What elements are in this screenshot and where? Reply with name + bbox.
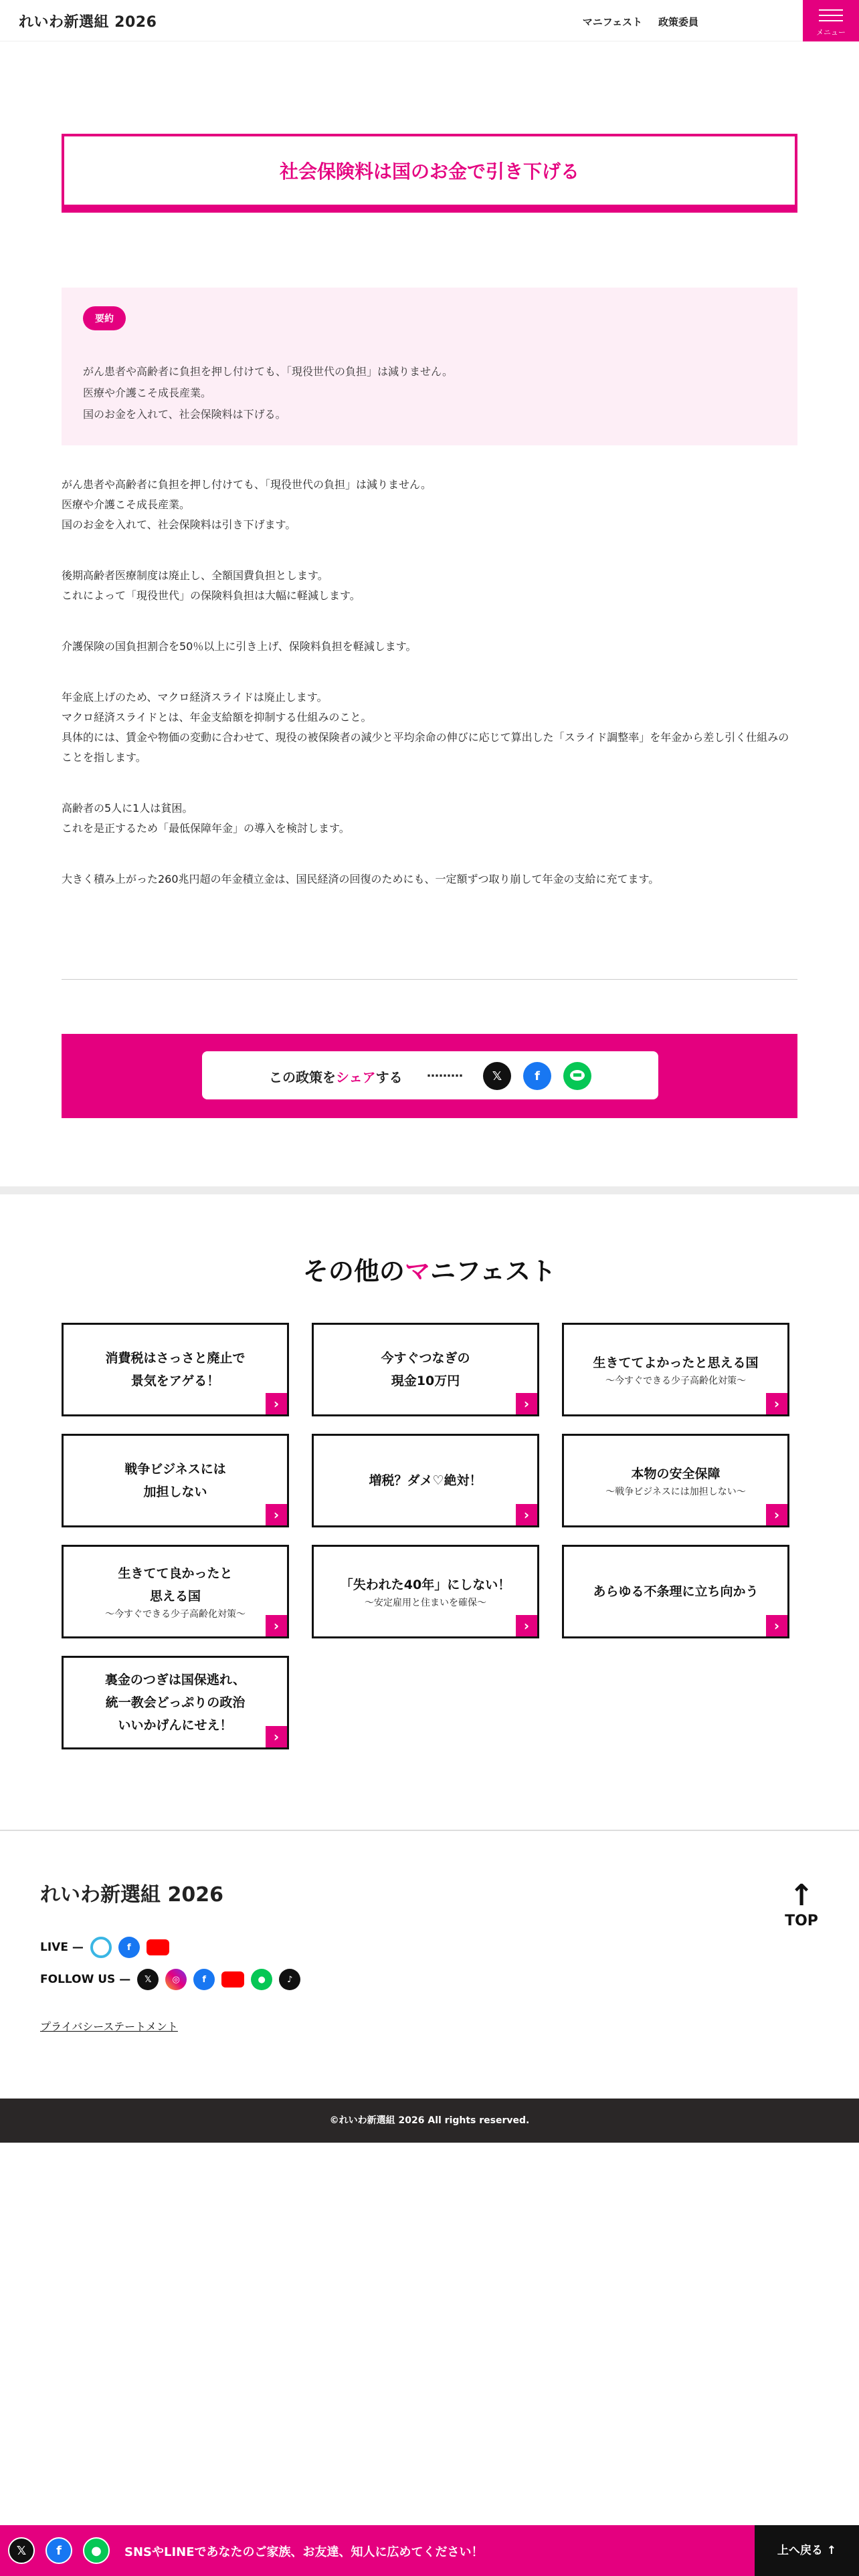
bottom-share-text: SNSやLINEであなたのご家族、お友達、知人に広めてください！ [124, 2545, 484, 2559]
x-icon[interactable]: 𝕏 [137, 1969, 159, 1990]
card-subtitle: 〜戦争ビジネスには加担しない〜 [605, 1487, 746, 1497]
manifest-card[interactable] [562, 1434, 789, 1527]
summary-line: がん患者や高齢者に負担を押し付けても、「現役世代の負担」は減りません。 [83, 365, 453, 378]
footer-logo[interactable]: れいわ新選組 2026 [40, 1883, 223, 1907]
back-label: 上へ戻る [777, 2544, 823, 2557]
card-title: 戦争ビジネスには 加担しない [124, 1462, 226, 1499]
body-paragraph [62, 687, 797, 768]
footer-follow-row [40, 1969, 300, 1990]
bottom-share-bar [0, 2525, 859, 2576]
body-line: 国のお金を入れて、社会保険料は引き下げます。 [62, 518, 296, 531]
youtube-icon[interactable] [147, 1939, 169, 1955]
line-icon[interactable]: ● [83, 2537, 110, 2564]
share-section [62, 1034, 797, 1118]
body-paragraph [62, 637, 797, 657]
summary-line: 医療や介護こそ成長産業。 [83, 387, 212, 399]
card-title: あらゆる不条理に立ち向かう [593, 1584, 759, 1599]
card-title: 今すぐつなぎの 現金10万円 [381, 1351, 470, 1388]
manifest-card[interactable] [62, 1545, 289, 1638]
instagram-icon[interactable]: ◎ [165, 1969, 187, 1990]
back-to-top-button[interactable] [781, 1879, 822, 1929]
follow-label: FOLLOW US — [40, 1973, 131, 1986]
share-dots: ……… [427, 1066, 463, 1080]
share-icons [483, 1062, 591, 1090]
chevron-right-icon: › [266, 1393, 287, 1414]
body-line: マクロ経済スライドとは、年金支給額を抑制する仕組みのこと。 [62, 711, 372, 724]
manifest-card[interactable] [312, 1434, 539, 1527]
policy-body [62, 475, 797, 920]
body-line: 年金底上げのため、マクロ経済スライドは廃止します。 [62, 691, 328, 704]
x-icon[interactable]: 𝕏 [8, 2537, 35, 2564]
body-line: がん患者や高齢者に負担を押し付けても、「現役世代の負担」は減りません。 [62, 478, 432, 491]
share-label-suffix: する [375, 1069, 403, 1085]
live-label: LIVE — [40, 1941, 84, 1954]
menu-button[interactable] [803, 0, 859, 41]
copyright: ©れいわ新選組 2026 All rights reserved. [0, 2099, 859, 2143]
other-title-highlight: マ [404, 1257, 430, 1286]
summary-box [62, 288, 797, 445]
card-title: 本物の安全保障 [631, 1467, 721, 1481]
body-line: 高齢者の5人に1人は貧困。 [62, 802, 193, 815]
menu-label: メニュー [816, 28, 846, 37]
back-to-top-bar-button[interactable]: 上へ戻る ↑ [755, 2525, 859, 2576]
summary-text [83, 361, 453, 425]
body-line: 具体的には、賃金や物価の変動に合わせて、現役の被保険者の減少と平均余命の伸びに応じて算出した「スライド調整率」を年金から差し引く仕組みのことを指します。 [62, 731, 789, 764]
manifest-card[interactable] [62, 1656, 289, 1749]
x-icon[interactable]: 𝕏 [483, 1062, 511, 1090]
site-logo[interactable]: れいわ新選組 2026 [19, 14, 157, 31]
main-nav [583, 15, 698, 29]
card-title: 「失われた40年」にしない！ [340, 1578, 511, 1592]
manifest-card[interactable] [562, 1323, 789, 1416]
hamburger-icon-bar [819, 15, 843, 16]
chevron-right-icon: › [766, 1504, 787, 1525]
body-line: 後期高齢者医療制度は廃止し、全額国費負担とします。 [62, 569, 328, 582]
body-line: 介護保険の国負担割合を50％以上に引き上げ、保険料負担を軽減します。 [62, 640, 417, 653]
chevron-right-icon: › [766, 1393, 787, 1414]
section-band [0, 1186, 859, 1194]
page-title: 社会保険料は国のお金で引き下げる [279, 160, 579, 183]
share-panel [202, 1051, 658, 1099]
card-subtitle: 〜今すぐできる少子高齢化対策〜 [105, 1609, 246, 1620]
policy-title-box [62, 134, 797, 213]
site-header [0, 0, 859, 41]
privacy-link[interactable]: プライバシーステートメント [40, 2020, 178, 2033]
body-paragraph [62, 475, 797, 535]
card-title: 生きててよかったと思える国 [593, 1356, 759, 1370]
summary-line: 国のお金を入れて、社会保険料は下げる。 [83, 408, 286, 421]
facebook-icon[interactable]: f [193, 1969, 215, 1990]
footer-live-row [40, 1937, 169, 1958]
top-label: TOP [785, 1913, 818, 1929]
card-title: 裏金のつぎは国保逃れ、 統一教会どっぷりの政治 いいかげんにせえ！ [104, 1673, 246, 1733]
line-icon[interactable] [563, 1062, 591, 1090]
card-subtitle: 〜安定雇用と住まいを確保〜 [365, 1598, 486, 1608]
share-label [269, 1067, 403, 1086]
manifest-card[interactable] [312, 1545, 539, 1638]
section-divider [62, 979, 797, 980]
body-line: 大きく積み上がった260兆円超の年金積立金は、国民経済の回復のためにも、一定額ずつ取り崩して年金の支給に充てます。 [62, 873, 660, 885]
footer-divider [0, 1830, 859, 1831]
card-title: 増税？ダメ♡絶対！ [369, 1473, 482, 1488]
body-paragraph [62, 869, 797, 889]
chevron-right-icon: › [266, 1615, 287, 1636]
nav-policy-committee[interactable]: 政策委員 [658, 16, 698, 28]
chevron-right-icon: › [516, 1504, 537, 1525]
hamburger-icon [819, 9, 843, 11]
youtube-icon[interactable] [221, 1971, 244, 1988]
chevron-right-icon: › [516, 1393, 537, 1414]
tiktok-icon[interactable]: ♪ [279, 1969, 300, 1990]
body-paragraph [62, 566, 797, 606]
facebook-icon[interactable]: f [118, 1937, 140, 1958]
niconico-icon[interactable] [90, 1937, 112, 1958]
manifest-card[interactable] [312, 1323, 539, 1416]
chevron-right-icon: › [266, 1504, 287, 1525]
manifest-card[interactable] [562, 1545, 789, 1638]
chevron-right-icon: › [766, 1615, 787, 1636]
manifest-card[interactable] [62, 1323, 289, 1416]
other-manifests-title [0, 1251, 859, 1287]
other-title-prefix: その他の [302, 1257, 405, 1286]
other-title-suffix: ニフェスト [430, 1257, 557, 1286]
nav-manifest[interactable]: マニフェスト [582, 16, 642, 28]
card-title: 生きてて良かったと 思える国 [118, 1566, 233, 1604]
body-line: これによって「現役世代」の保険料負担は大幅に軽減します。 [62, 589, 361, 602]
card-title: 消費税はさっさと廃止で 景気をアゲる！ [105, 1351, 246, 1388]
chevron-right-icon: › [266, 1726, 287, 1747]
body-line: これを是正するため「最低保障年金」の導入を検討します。 [62, 822, 350, 835]
bottom-share-icons [8, 2537, 110, 2564]
manifest-card[interactable] [62, 1434, 289, 1527]
line-icon[interactable]: ● [251, 1969, 272, 1990]
share-label-highlight: シェア [336, 1069, 376, 1085]
arrow-up-icon: ↑ [789, 1879, 814, 1913]
summary-badge: 要約 [83, 306, 126, 330]
chevron-right-icon: › [516, 1615, 537, 1636]
body-paragraph [62, 798, 797, 839]
card-subtitle: 〜今すぐできる少子高齢化対策〜 [605, 1376, 746, 1386]
body-line: 医療や介護こそ成長産業。 [62, 498, 191, 511]
hamburger-icon-bar [819, 20, 843, 21]
share-label-prefix: この政策を [269, 1069, 336, 1085]
facebook-icon[interactable]: f [45, 2537, 72, 2564]
facebook-icon[interactable]: f [523, 1062, 551, 1090]
